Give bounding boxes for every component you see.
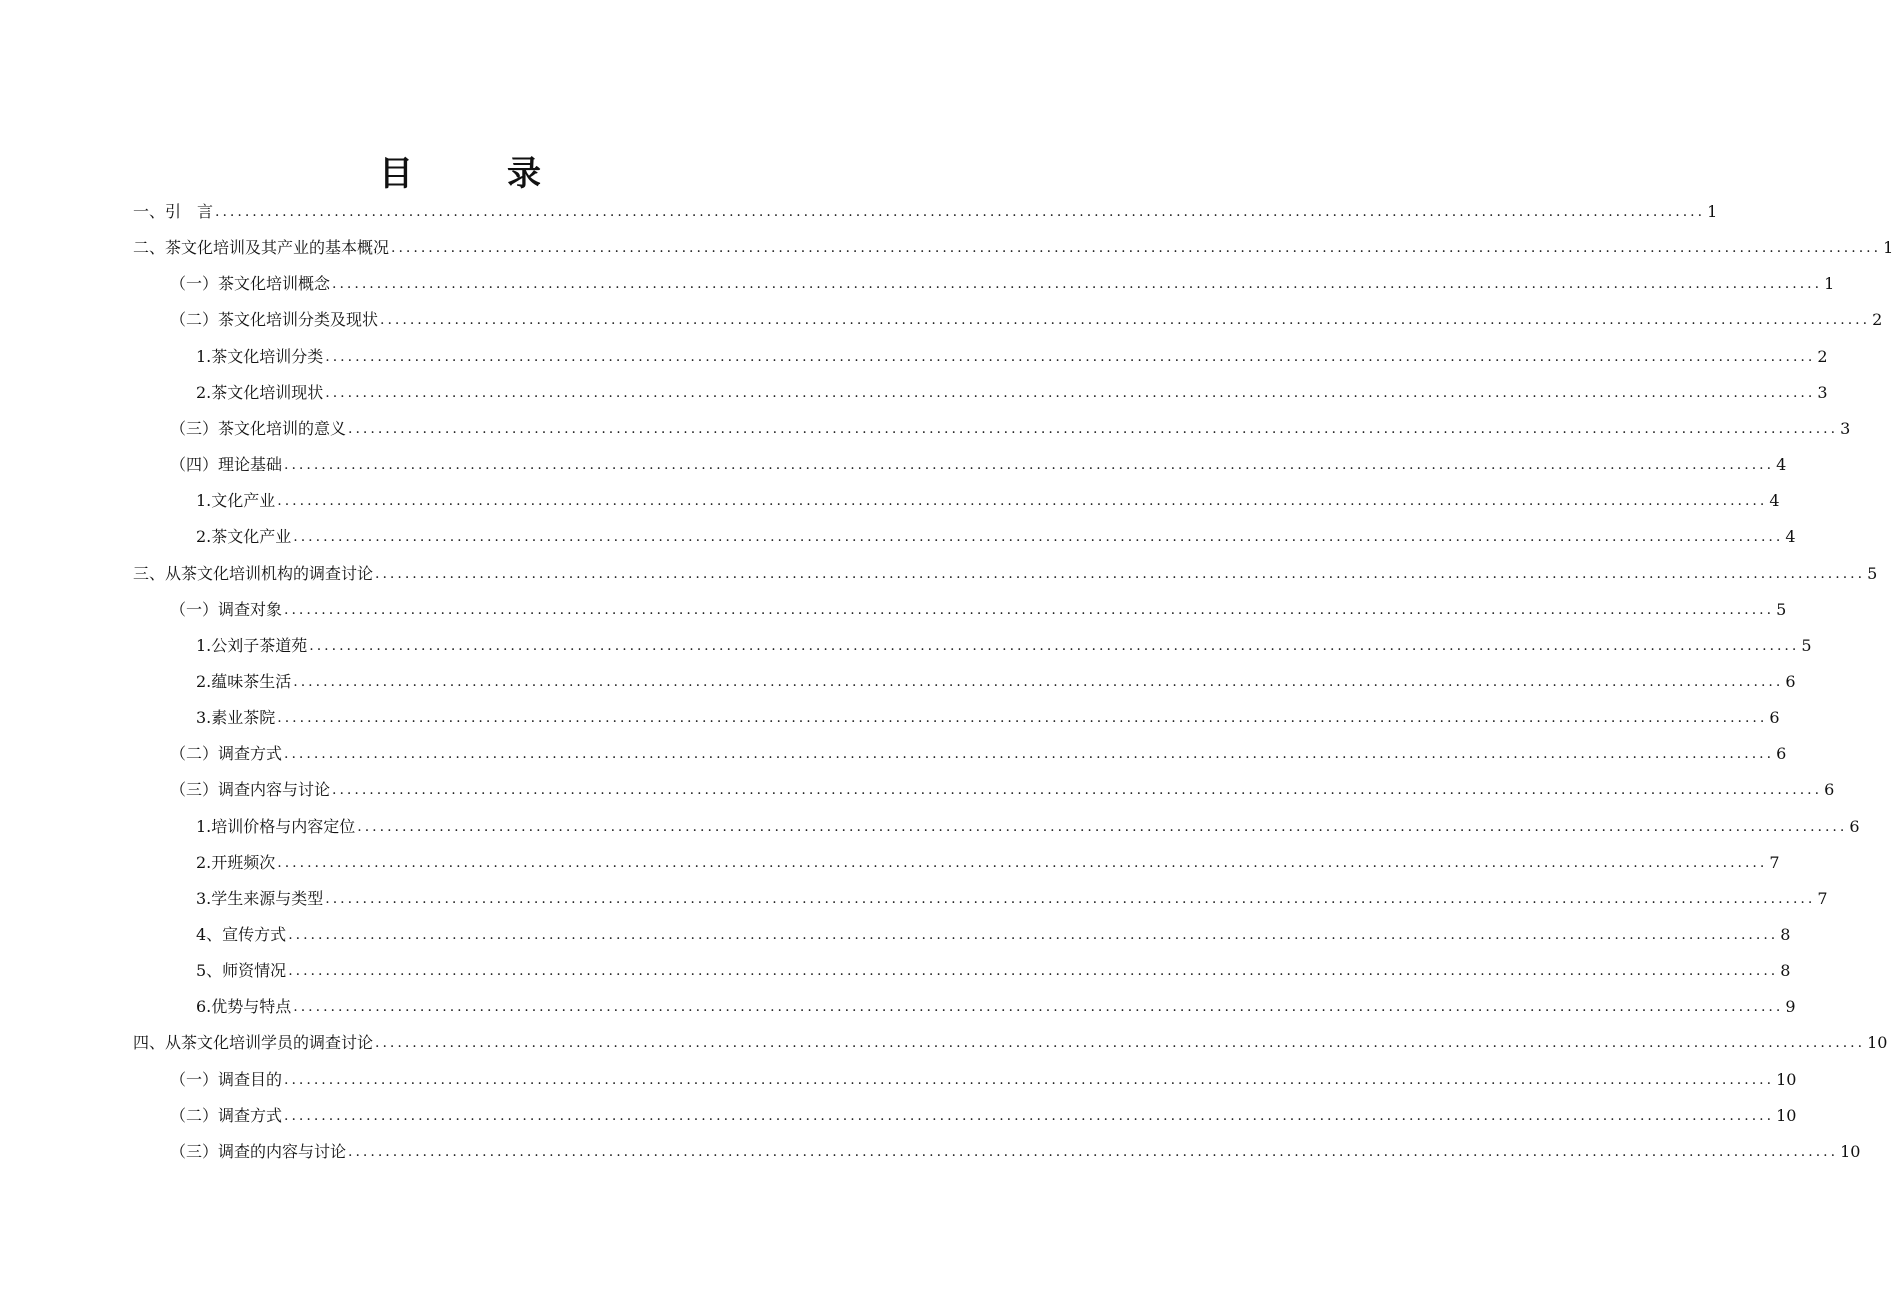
toc-page-number: 2	[1817, 346, 1828, 366]
toc-page-number: 4	[1776, 455, 1787, 475]
toc-leader-dots: ........................................................................................................................................................................................................	[293, 999, 1784, 1016]
toc-entry	[170, 449, 1787, 475]
toc-page-number: 10	[1840, 1141, 1861, 1161]
toc-page-number: 4	[1785, 527, 1796, 547]
toc-page-number: 7	[1769, 852, 1780, 872]
toc-leader-dots: ........................................................................................................................................................................................................	[277, 854, 1768, 871]
toc-entry	[196, 666, 1796, 692]
toc-page-number: 6	[1769, 708, 1780, 728]
toc-page-number: 5	[1776, 599, 1787, 619]
toc-entry-label: （一）调查对象	[170, 599, 283, 619]
toc-leader-dots: ........................................................................................................................................................................................................	[325, 384, 1816, 401]
toc-page-number: 9	[1785, 997, 1796, 1017]
toc-leader-dots: ........................................................................................................................................................................................................	[284, 746, 1775, 763]
toc-page-number: 2	[1872, 310, 1883, 330]
toc-entry	[170, 304, 1883, 330]
toc-entry-label: 一、引 言	[133, 202, 214, 221]
toc-leader-dots: ........................................................................................................................................................................................................	[293, 673, 1784, 690]
toc-entry-label: 2.茶文化培训现状	[196, 382, 324, 402]
toc-leader-dots: ........................................................................................................................................................................................................	[284, 1071, 1775, 1088]
toc-page-number: 4	[1769, 491, 1780, 511]
toc-page-number: 7	[1817, 888, 1828, 908]
toc-entry	[196, 883, 1828, 909]
toc-entry	[196, 811, 1860, 837]
toc-page-number: 6	[1824, 780, 1835, 800]
toc-leader-dots: ........................................................................................................................................................................................................	[277, 710, 1768, 727]
toc-leader-dots: ........................................................................................................................................................................................................	[215, 204, 1706, 220]
toc-page-number: 1	[1883, 238, 1893, 258]
toc-entry-label: （四）理论基础	[170, 455, 283, 475]
toc-entry-label: （一）调查目的	[170, 1069, 283, 1089]
toc-entry-label: 2.蕴味茶生活	[196, 671, 292, 691]
toc-page-number: 8	[1780, 961, 1791, 981]
toc-leader-dots: ........................................................................................................................................................................................................	[332, 276, 1823, 293]
toc-entry-label: 4、宣传方式	[196, 925, 287, 944]
toc-page-number: 3	[1840, 418, 1851, 438]
toc-page-number: 6	[1785, 671, 1796, 691]
toc-entry	[196, 847, 1780, 873]
toc-page-number: 10	[1776, 1069, 1797, 1089]
toc-page-number: 6	[1849, 816, 1860, 836]
toc-entry-label: 3.学生来源与类型	[196, 888, 324, 908]
toc-entry	[170, 774, 1835, 800]
toc-entry	[133, 1027, 1888, 1053]
toc-entry-label: （三）茶文化培训的意义	[170, 418, 347, 438]
toc-leader-dots: ........................................................................................................................................................................................................	[348, 420, 1839, 437]
toc-page-number: 8	[1780, 925, 1791, 944]
toc-entry	[196, 955, 1791, 981]
toc-entry	[170, 268, 1835, 294]
toc-entry-label: 2.开班频次	[196, 852, 276, 872]
toc-page-number: 1	[1824, 274, 1835, 294]
toc-leader-dots: ........................................................................................................................................................................................................	[284, 457, 1775, 474]
toc-entry	[170, 1100, 1797, 1126]
toc-entry-label: 1.文化产业	[196, 491, 276, 511]
page-title: 目 录	[379, 154, 571, 194]
toc-page-number: 1	[1707, 202, 1718, 221]
toc-page-number: 10	[1776, 1105, 1797, 1125]
toc-page-number: 10	[1867, 1033, 1888, 1053]
toc-leader-dots: ........................................................................................................................................................................................................	[309, 637, 1800, 654]
toc-entry	[170, 738, 1787, 764]
toc-leader-dots: ........................................................................................................................................................................................................	[391, 240, 1882, 257]
toc-leader-dots: ........................................................................................................................................................................................................	[380, 312, 1871, 329]
toc-page-number: 5	[1801, 635, 1812, 655]
toc-leader-dots: ........................................................................................................................................................................................................	[288, 927, 1779, 943]
toc-entry	[170, 594, 1787, 620]
toc-entry-label: 1.茶文化培训分类	[196, 346, 324, 366]
toc-entry-label: （二）调查方式	[170, 744, 283, 764]
toc-entry	[196, 630, 1812, 656]
toc-entry-label: （二）调查方式	[170, 1105, 283, 1125]
toc-entry	[196, 919, 1791, 945]
toc-entry-label: 3.素业茶院	[196, 708, 276, 728]
toc-leader-dots: ........................................................................................................................................................................................................	[325, 890, 1816, 907]
toc-page-number: 6	[1776, 744, 1787, 764]
toc-entry-label: 6.优势与特点	[196, 997, 292, 1017]
toc-entry-label: 三、从茶文化培训机构的调查讨论	[133, 563, 374, 583]
toc-entry-label: 四、从茶文化培训学员的调查讨论	[133, 1033, 374, 1053]
toc-page-number: 3	[1817, 382, 1828, 402]
toc-leader-dots: ........................................................................................................................................................................................................	[288, 963, 1779, 980]
toc-entry-label: 2.茶文化产业	[196, 527, 292, 547]
toc-entry-label: 1.培训价格与内容定位	[196, 816, 356, 836]
toc-leader-dots: ........................................................................................................................................................................................................	[284, 1107, 1775, 1124]
toc-entry	[133, 558, 1878, 584]
toc-entry	[196, 485, 1780, 511]
toc-page-number: 5	[1867, 563, 1878, 583]
toc-entry	[170, 1136, 1861, 1162]
toc-entry	[196, 377, 1828, 403]
toc-entry	[196, 702, 1780, 728]
toc-leader-dots: ........................................................................................................................................................................................................	[277, 493, 1768, 510]
toc-entry	[170, 1064, 1797, 1090]
toc-leader-dots: ........................................................................................................................................................................................................	[293, 529, 1784, 546]
toc-entry	[196, 991, 1796, 1017]
toc-leader-dots: ........................................................................................................................................................................................................	[357, 818, 1848, 835]
toc-entry	[133, 232, 1893, 258]
toc-entry-label: （三）调查内容与讨论	[170, 780, 331, 800]
toc-leader-dots: ........................................................................................................................................................................................................	[332, 782, 1823, 799]
toc-leader-dots: ........................................................................................................................................................................................................	[348, 1143, 1839, 1160]
toc-entry-label: （一）茶文化培训概念	[170, 274, 331, 294]
toc-leader-dots: ........................................................................................................................................................................................................	[375, 565, 1866, 582]
toc-leader-dots: ........................................................................................................................................................................................................	[325, 348, 1816, 365]
toc-entry-label: （三）调查的内容与讨论	[170, 1141, 347, 1161]
toc-entry-label: 1.公刘子茶道苑	[196, 635, 308, 655]
toc-leader-dots: ........................................................................................................................................................................................................	[284, 601, 1775, 618]
toc-leader-dots: ........................................................................................................................................................................................................	[375, 1035, 1866, 1052]
toc-entry-label: （二）茶文化培训分类及现状	[170, 310, 379, 330]
toc-entry	[133, 196, 1718, 222]
toc-entry-label: 二、茶文化培训及其产业的基本概况	[133, 238, 390, 258]
toc-entry	[196, 341, 1828, 367]
toc-entry	[170, 413, 1851, 439]
toc-entry	[196, 521, 1796, 547]
toc-entry-label: 5、师资情况	[196, 961, 287, 981]
